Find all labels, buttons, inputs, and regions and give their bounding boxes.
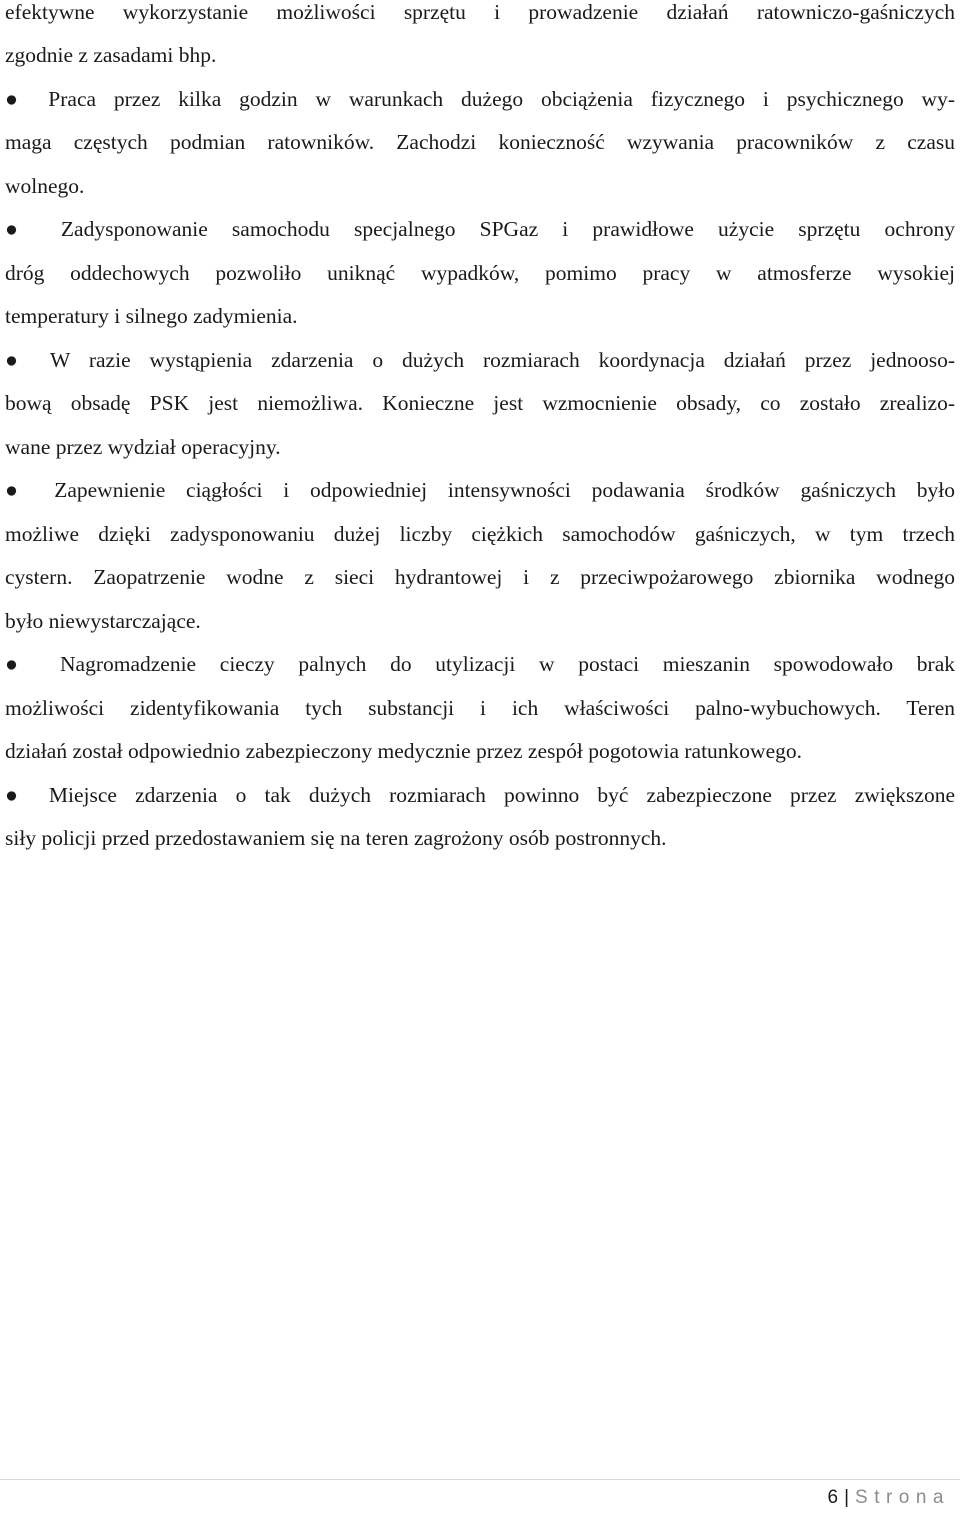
text-line: wane przez wydział operacyjny. [5,435,281,459]
text-line: cystern. Zaopatrzenie wodne z sieci hydrantowej i z przeciwpożarowego zbiornika wodnego [5,565,955,589]
text-line: możliwe dzięki zadysponowaniu dużej liczby ciężkich samochodów gaśniczych, w tym trzech [5,522,955,546]
text-line: ● Miejsce zdarzenia o tak dużych rozmiarach powinno być zabezpieczone przez zwiększone [5,783,955,807]
text-line: siły policji przed przedostawaniem się na teren zagrożony osób postronnych. [5,826,667,850]
text-line: możliwości zidentyfikowania tych substancji i ich właściwości palno-wybuchowych. Teren [5,696,955,720]
footer-separator: | [844,1487,850,1508]
page-label: Strona [855,1487,950,1508]
text-line: efektywne wykorzystanie możliwości sprzętu i prowadzenie działań ratowniczo-gaśniczych [5,0,955,24]
text-line: ● W razie wystąpienia zdarzenia o dużych rozmiarach koordynacja działań przez jednooso- [5,348,955,372]
text-line: ● Praca przez kilka godzin w warunkach dużego obciążenia fizycznego i psychicznego wy- [5,87,955,111]
text-line: bową obsadę PSK jest niemożliwa. Konieczne jest wzmocnienie obsady, co zostało zrealizo- [5,391,955,415]
text-line: temperatury i silnego zadymienia. [5,304,298,328]
text-line: ● Zadysponowanie samochodu specjalnego SPGaz i prawidłowe użycie sprzętu ochrony [5,217,955,241]
text-line: dróg oddechowych pozwoliło uniknąć wypadków, pomimo pracy w atmosferze wysokiej [5,261,955,285]
text-line: wolnego. [5,174,85,198]
text-line: działań został odpowiednio zabezpieczony medycznie przez zespół pogotowia ratunkowego. [5,739,802,763]
text-line: ● Zapewnienie ciągłości i odpowiedniej intensywności podawania środków gaśniczych było [5,478,955,502]
text-line: maga częstych podmian ratowników. Zachodzi konieczność wzywania pracowników z czasu [5,130,955,154]
page-number: 6 [827,1487,839,1508]
text-line: zgodnie z zasadami bhp. [5,43,217,67]
page-footer [828,1487,951,1509]
text-line: było niewystarczające. [5,609,201,633]
text-line: ● Nagromadzenie cieczy palnych do utylizacji w postaci mieszanin spowodowało brak [5,652,955,676]
footer-divider [0,1479,960,1480]
